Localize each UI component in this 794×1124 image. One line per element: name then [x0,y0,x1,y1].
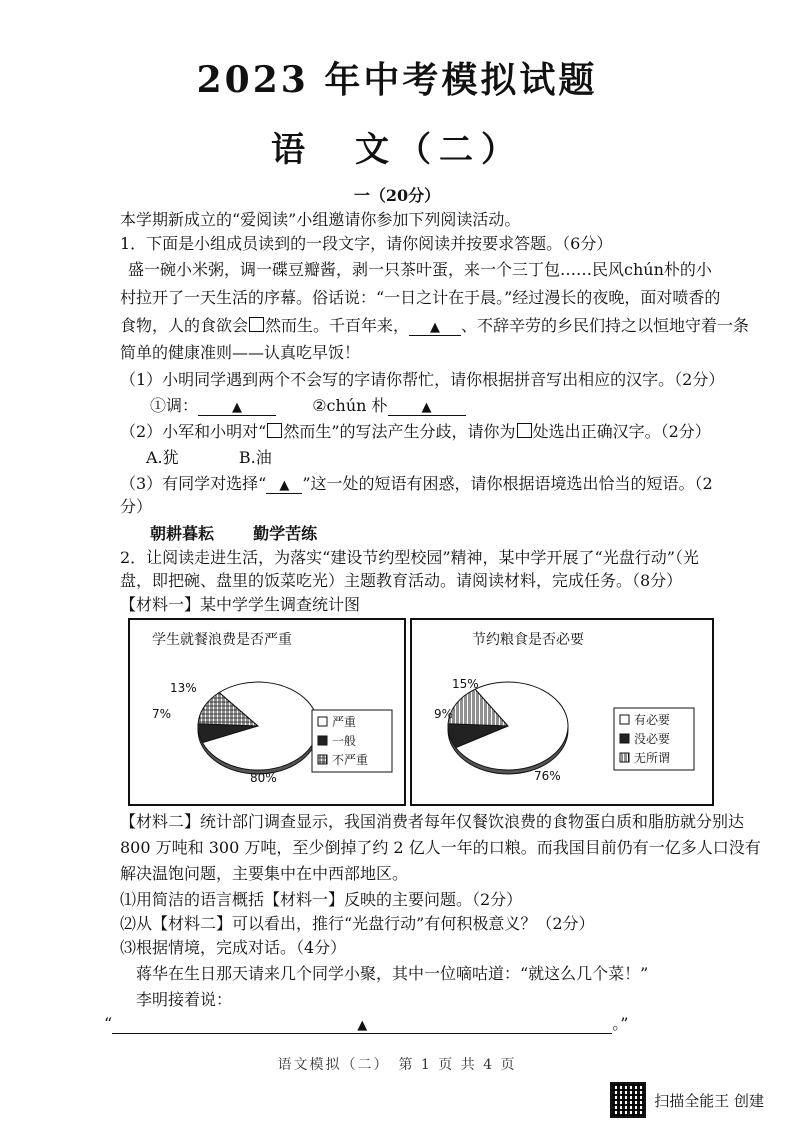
triangle-mark: ▲ [279,478,290,493]
legend-label: 有必要 [634,713,671,727]
blank-square-icon [267,423,282,438]
passage-text: 、不辞辛劳的乡民们持之以恒地守着一条 [461,316,750,335]
dialog-line-2: 李明接着说： [136,990,233,1009]
material-1-heading: 【材料一】某中学学生调查统计图 [120,595,361,614]
legend-label: 一般 [332,734,357,748]
question-1-stem: 1．下面是小组成员读到的一段文字，请你阅读并按要求答题。（6分） [120,234,613,253]
option-b[interactable]: B.油 [238,448,272,467]
pie-value-label: 76% [534,769,561,783]
pie-value-label: 9% [434,707,454,721]
page-title: 2023 年中考模拟试题 [196,59,598,101]
pie-chart-waste-svg [130,620,404,804]
q1-sub1: （1）小明同学遇到两个不会写的字请你帮忙，请你根据拼音写出相应的汉字。（2分） [120,370,725,389]
sub2-text: （2）小军和小明对“ [120,422,267,441]
q1-sub2 [120,422,711,442]
scanner-watermark [610,1082,764,1118]
qr-code-icon [610,1082,646,1118]
q1-sub1-blanks [150,396,466,416]
sub3-text: ”这一处的短语有困惑，请你根据语境选出恰当的短语。（2 [302,474,713,493]
chart-legend [312,710,392,772]
answer-blank[interactable] [266,475,302,494]
sub1-b-label: ②chún 朴 [312,396,388,415]
legend-label: 无所谓 [634,751,671,765]
page-subtitle: 语 文（二） [271,130,523,170]
q1-sub3 [120,474,713,494]
triangle-mark: ▲ [421,400,432,415]
answer-blank[interactable] [409,317,461,336]
material-2-line-2: 800 万吨和 300 万吨，至少倒掉了约 2 亿人一年的口粮。而我国目前仍有一亿多人口没有 [120,838,761,857]
triangle-mark: ▲ [357,1018,368,1033]
sub3-text: （3）有同学对选择“ [120,474,267,493]
question-2-stem: 2．让阅读走进生活，为落实“建设节约型校园”精神，某中学开展了“光盘行动”（光 [120,548,699,567]
passage-line-4: 简单的健康准则——认真吃早饭！ [120,343,361,362]
phrase-option-b[interactable]: 勤学苦练 [253,524,318,543]
dialog-answer-blank[interactable] [112,1015,612,1034]
pie-chart-waste [128,618,406,806]
q1-sub2-options [146,448,272,468]
material-2-line-1: 【材料二】统计部门调查显示，我国消费者每年仅餐饮浪费的食物蛋白质和脂肪就分别达 [120,812,745,831]
option-a[interactable]: A.犹 [146,448,179,467]
quote-open: “ [104,1014,113,1033]
pie-value-label: 80% [250,771,277,785]
dialog-answer [104,1014,628,1034]
chart-title: 学生就餐浪费是否严重 [152,632,292,648]
legend-swatch [318,755,327,764]
sub2-text: 然而生”的写法产生分歧，请你为 [283,422,516,441]
task-3: ⑶根据情境，完成对话。（4分） [120,938,347,957]
passage-text: 然而生。千百年来， [265,316,410,335]
blank-square-icon [249,317,264,332]
task-1: ⑴用简洁的语言概括【材料一】反映的主要问题。（2分） [120,890,523,909]
answer-blank-a[interactable] [198,397,276,416]
task-2: ⑵从【材料二】可以看出，推行“光盘行动”有何积极意义？（2分） [120,914,595,933]
legend-label: 没必要 [634,732,671,746]
pie-chart-necessity-svg [412,620,712,804]
legend-label: 严重 [332,715,357,729]
sub1-a-label: ①调： [150,396,199,415]
answer-blank-b[interactable] [388,397,466,416]
legend-swatch [318,717,327,726]
legend-swatch [620,715,629,724]
question-2-stem-2: 盘，即把碗、盘里的饭菜吃光）主题教育活动。请阅读材料，完成任务。（8分） [120,571,683,590]
legend-label: 不严重 [332,753,369,767]
pie-value-label: 15% [452,677,479,691]
phrase-option-a[interactable]: 朝耕暮耘 [150,524,215,543]
dialog-line-1: 蒋华在生日那天请来几个同学小聚，其中一位嘀咕道：“就这么几个菜！” [136,964,649,983]
legend-swatch [620,753,629,762]
pie-value-label: 13% [170,681,197,695]
section-intro: 本学期新成立的“爱阅读”小组邀请你参加下列阅读活动。 [120,210,521,229]
pie-chart-necessity [410,618,714,806]
legend-swatch [318,736,327,745]
chart-legend [614,708,694,770]
passage-text: 食物，人的食欲会 [120,316,249,335]
pie-value-label: 7% [152,707,172,721]
passage-line-2: 村拉开了一天生活的序幕。俗话说：“一日之计在于晨。”经过漫长的夜晚，面对喷香的 [120,288,721,307]
q1-sub3-phrases [150,524,317,544]
chart-title: 节约粮食是否必要 [472,632,584,648]
section-heading: 一（20分） [353,186,441,205]
sub2-text: 处选出正确汉字。（2分） [532,422,711,441]
legend-swatch [620,734,629,743]
quote-close: 。” [612,1014,629,1033]
brand-text: 扫描全能王 创建 [654,1091,764,1110]
page-footer: 语文模拟（二） 第 1 页 共 4 页 [277,1057,517,1073]
triangle-mark: ▲ [430,320,441,335]
passage-line-1: 盛一碗小米粥，调一碟豆瓣酱，剥一只茶叶蛋，来一个三丁包……民风chún朴的小 [128,260,712,279]
q1-sub3-end: 分） [120,497,153,516]
blank-square-icon [517,423,532,438]
triangle-mark: ▲ [232,400,243,415]
passage-line-3 [120,316,749,336]
material-2-line-3: 解决温饱问题，主要集中在中西部地区。 [120,864,409,883]
